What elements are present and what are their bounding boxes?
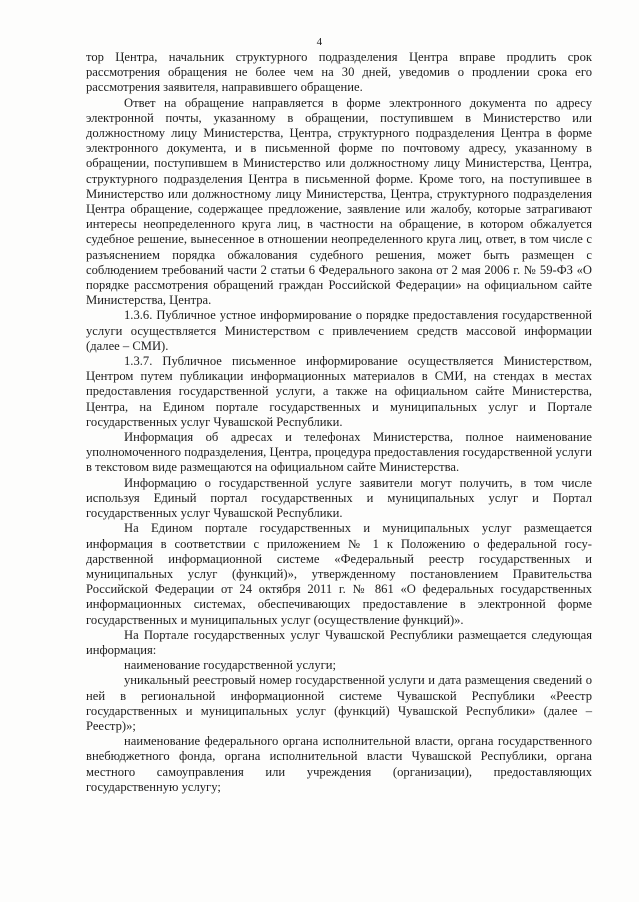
paragraph: Информация об адресах и телефонах Министерства, полное наименование уполномоченного подразделения, Центра, процедура предоставления государственной услуги в текстовом виде размещаются на официальном сайте Министерства. (86, 430, 592, 475)
paragraph: уникальный реестровый номер государственной услуги и дата размещения сведений о ней в региональной информационной системе Чувашской Республики «Реестр государственных и муниципальных услуг (функций) Чувашской Республики» (далее – Реестр)»; (86, 673, 592, 733)
paragraph: тор Центра, начальник структурного подразделения Центра вправе продлить срок рассмотрения обращения не более чем на 30 дней, уведомив о продлении срока его рассмотрения заявителя, направившего обращение. (86, 50, 592, 95)
paragraph: наименование государственной услуги; (124, 658, 337, 673)
paragraph: Ответ на обращение направляется в форме электронного документа по адресу электронной почты, указанному в обращении, поступившем в Министерство или должностному лицу Министерства, Центра, структурного подразделения Центра в форме электронного документа, и в письменной форме по почтовому адресу, указанному в обращении, поступившем в Министерство или должностному лицу Министерства, Центра, структурного подразделения Центра в письменной форме. Кроме того, на поступившее в Министерство или должностному лицу Министерства, Центра, структурного подразделения Центра обращение, содержащее предложение, заявление или жалобу, которые затрагивают интересы неопределенного круга лиц, в частности на обращение, в котором обжалуется судебное решение, вынесенное в отношении неопределенного круга лиц, ответ, в том числе с разъяснением порядка обжалования судебного решения, может быть размещен с соблюдением требований части 2 статьи 6 Федерального закона от 2 мая 2006 г. № 59-ФЗ «О порядке рассмотрения обращений граждан Российской Федерации» на официальном сайте Министерства, Центра. (86, 95, 592, 308)
document-body (86, 50, 592, 795)
paragraph: На Едином портале государственных и муниципальных услуг размещается информация в соответствии с приложением № 1 к Положению о федеральной государственной информационной системе «Федеральный реестр государственных и муниципальных услуг (функций)», утвержденному постановлением Правительства Российской Федерации от 24 октября 2011 г. № 861 «О федеральных государственных информационных системах, обеспечивающих предоставление в электронной форме государственных и муниципальных услуг (осуществление функций)». (86, 521, 592, 627)
paragraph: 1.3.7. Публичное письменное информирование осуществляется Министерством, Центром путем публикации информационных материалов в СМИ, на стендах в местах предоставления государственной услуги, а также на официальном сайте Министерства, Центра, на Едином портале государственных и муниципальных услуг и Портале государственных услуг Чувашской Республики. (86, 354, 592, 429)
paragraph: наименование федерального органа исполнительной власти, органа государственного внебюджетного фонда, органа исполнительной власти Чувашской Республики, органа местного самоуправления или учреждения (организации), предоставляющих государственную услугу; (86, 734, 592, 794)
page-number: 4 (316, 36, 323, 48)
paragraph: 1.3.6. Публичное устное информирование о порядке предоставления государственной услуги осуществляется Министерством с привлечением средств массовой информации (далее – СМИ). (86, 308, 592, 353)
paragraph: На Портале государственных услуг Чувашской Республики размещается следующая информация: (86, 627, 592, 657)
paragraph: Информацию о государственной услуге заявители могут получить, в том числе используя Единый портал государственных и муниципальных услуг и Портал государственных услуг Чувашской Республики. (86, 475, 592, 521)
